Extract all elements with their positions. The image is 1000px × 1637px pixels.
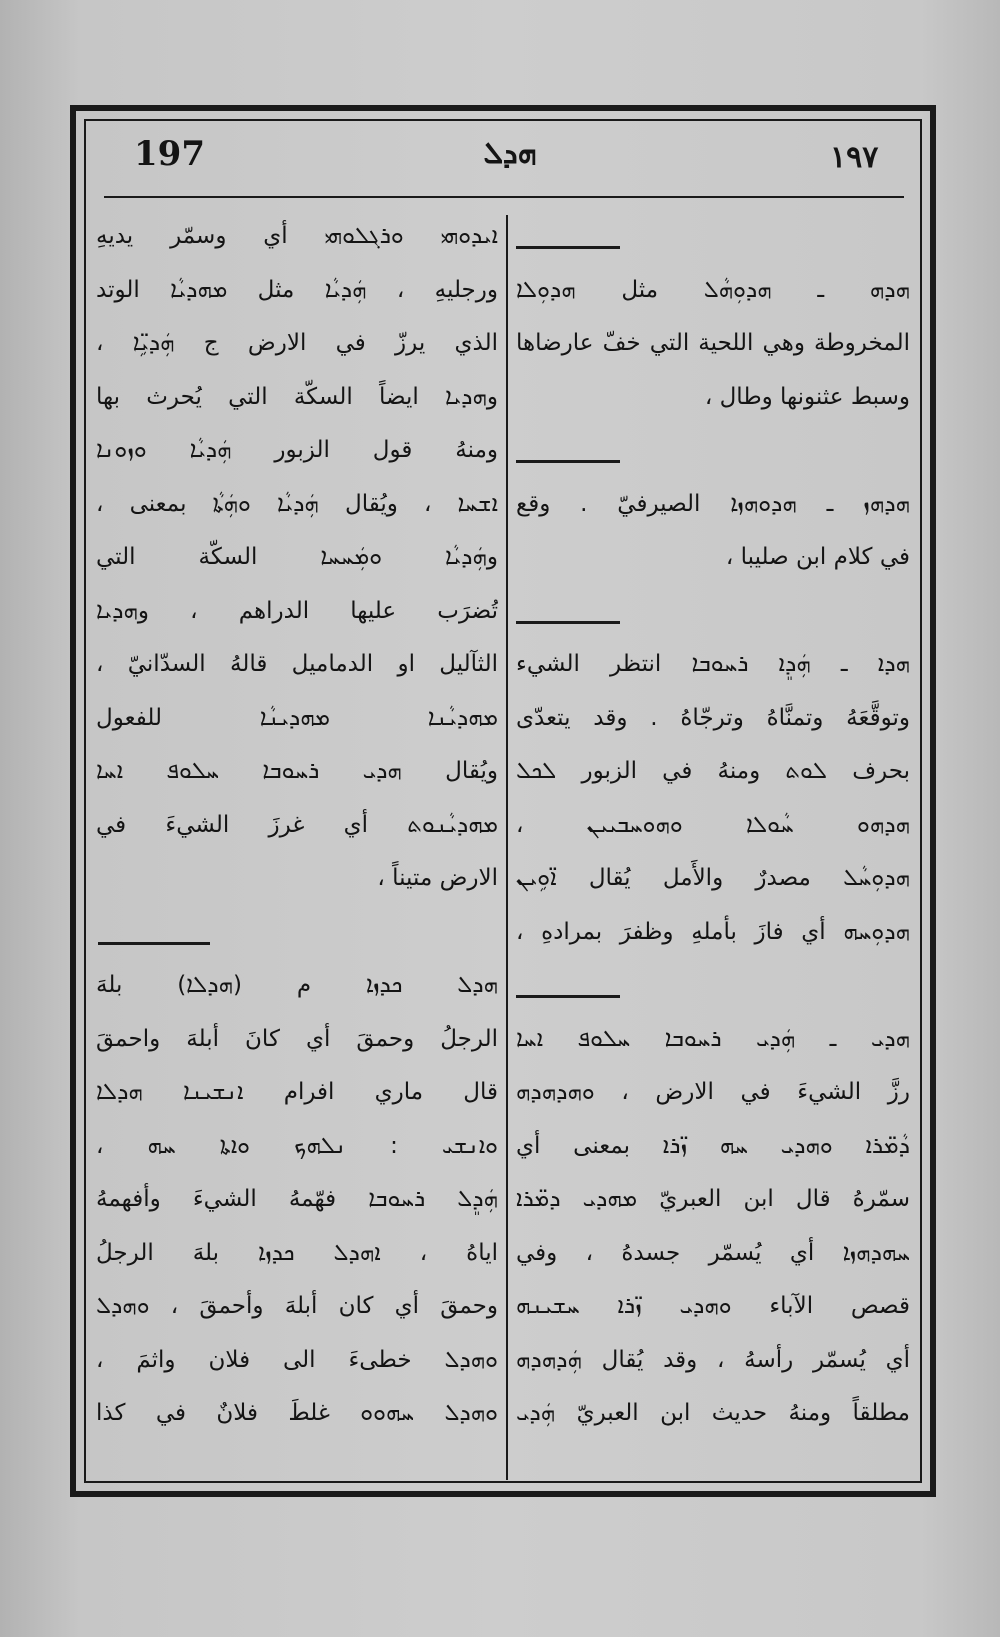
text-line: الارض متيناً ، — [377, 865, 498, 891]
text-line: ومنهُ قول الزبور ܗܲܕܝܵܐ ܘܙܘܢܐ — [96, 437, 498, 463]
text-line: ܗܲܕܸܠ ܪܚܘܒܐ فهّمهُ الشيءَ وأفهمهُ — [96, 1186, 498, 1212]
header-rule — [104, 196, 904, 198]
text-line: في كلام ابن صليبا ، — [725, 544, 910, 570]
running-head: ܗܕܠ — [483, 136, 537, 171]
text-line: رزَّ الشيءَ في الارض ، ܘܗܕܗܕܗ — [516, 1079, 910, 1105]
text-line: ܗܕܠ ܟܕܙܐ م (ܗܕܠܐ) بلهَ — [96, 972, 498, 998]
text-line: ܗܕܘܼܚܗ أي فازَ بأملهِ وظفرَ بمرادهِ ، — [516, 918, 910, 945]
entry-separator-rule — [96, 906, 498, 960]
page-number-arabic: ١٩٧ — [830, 140, 879, 175]
entry-separator-rule — [516, 210, 910, 264]
text-line: وحمقَ أي كان أبلهَ وأحمقَ ، ܘܗܕܠ — [96, 1293, 498, 1319]
text-line: قصص الآباء ܘܗܕܝ ܙ̈ܪܐ ܚܫܝܢܗ — [516, 1293, 910, 1319]
text-line: ورجليهِ ، ܗܲܕܝܵܐ مثل ܡܗܕܝܵܐ الوتد — [96, 276, 498, 303]
text-line: الذي يرزّ في الارض ج ܗܲܕܝܹ̈ܐ ، — [96, 330, 498, 356]
entry-separator-rule — [516, 585, 910, 639]
text-line: ܡܗܕܝܵܢܘܬ أي غرزَ الشيءَ في — [96, 811, 498, 838]
text-line: سمّرهُ قال ابن العبريّ ܡܗܕܝ ܕܡ̈ܪܐ — [516, 1186, 910, 1212]
text-line: المخروطة وهي اللحية التي خفّ عارضاها — [516, 330, 910, 356]
text-line: ܐܫܚܐ ، ويُقال ܗܲܕܝܵܐ ܘܗܲܬܵܐ بمعنى ، — [96, 490, 498, 517]
text-line: ܗܕܗ ـ ܗܕܘܼܗܵܠ مثل ܗܕܘܼܠܐ — [516, 276, 910, 303]
text-line: ܗܕܝ ـ ܗܲܕܝ ܪܚܘܒܐ ܚܠܘܦ ܐܚܐ — [516, 1025, 910, 1052]
right-column — [516, 210, 910, 1441]
text-line: بحرف ܠܘܬ ومنهُ في الزبور ܠܟܠ — [516, 758, 910, 784]
page-number-latin: 197 — [134, 134, 205, 174]
text-line: مطلقاً ومنهُ حديث ابن العبريّ ܗܲܕܝ — [516, 1400, 910, 1426]
text-line: اياهُ ، ܐܗܕܠ ܟܕܙܐ بلهَ الرجلُ — [96, 1239, 498, 1266]
left-column — [96, 210, 498, 1441]
text-line: ويُقال ܗܕܝ ܪܚܘܒܐ ܚܠܘܦ ܐܚܐ — [96, 758, 498, 784]
text-line: ܐܝܕܘܗܝ ܘܪܓܠܘܗܝ أي وسمّر يديهِ — [96, 223, 498, 249]
text-line: ܘܐܢܫܝ : ܢܠܗܟ ܘܐܬܐ ܚܗ ، — [96, 1132, 498, 1159]
text-line: وسبط عثنونها وطال ، — [704, 383, 910, 410]
text-line: ܗܕܗܙ ـ ܗܕܘܗܙܐ الصيرفيّ . وقع — [516, 490, 910, 517]
text-line: ܕܵܡ̈ܪܐ ܘܗܕܝ ܚܗ ܙ̈ܪܐ بمعنى أي — [516, 1132, 910, 1159]
text-line: ܚܗܕܗܙܐ أي يُسمّر جسدهُ ، وفي — [516, 1239, 910, 1266]
text-line: ܗܕܗܘ ܚܵܘܠܐ ܘܗܘܚܒܝܝܢ ، — [516, 811, 910, 838]
entry-separator-rule — [516, 959, 910, 1013]
text-line: ܗܕܘܼܚܵܠ مصدرٌ والأَمل يُقال ܐ̈ܘܹܝܢ — [516, 865, 910, 891]
text-line: ܘܗܕܠ ܚܗܘܘ غلطَ فلانٌ في كذا — [96, 1400, 498, 1426]
text-line: أي يُسمّر رأسهُ ، وقد يُقال ܗܲܕܗܕܗ — [516, 1346, 910, 1373]
column-divider — [506, 215, 508, 1480]
text-line: الثآليل او الدماميل قالهُ السدّانيّ ، — [96, 651, 498, 677]
text-line: الرجلُ وحمقَ أي كانَ أبلهَ واحمقَ — [96, 1025, 498, 1052]
text-line: وتوقَّعَهُ وتمنَّاهُ وترجّاهُ . وقد يتعدّى — [516, 704, 910, 731]
text-line: ܘܗܕܠ خطىءَ الى فلان واثمَ ، — [96, 1346, 498, 1373]
text-line: وܗܕܝܐ ايضاً السكّة التي يُحرث بها — [96, 383, 498, 410]
text-line: قال ماري افرام ܐܢܫܝܢܐ ܗܕܠܐ — [96, 1079, 498, 1105]
text-line: ܗܕܐ ـ ܗܲܕܸܐ ܪܚܘܒܐ انتظر الشيء — [516, 651, 910, 677]
text-line: وܗܲܕܝܵܐ ܘܡܲܚܚܐ السكّة التي — [96, 544, 498, 570]
entry-separator-rule — [516, 424, 910, 478]
text-line: تُضرَب عليها الدراهم ، وܗܕܝܐ — [96, 597, 498, 624]
text-line: ܡܗܕܝܵܢܐ ܡܗܕܝܢܵܐ للفعول — [96, 704, 498, 731]
